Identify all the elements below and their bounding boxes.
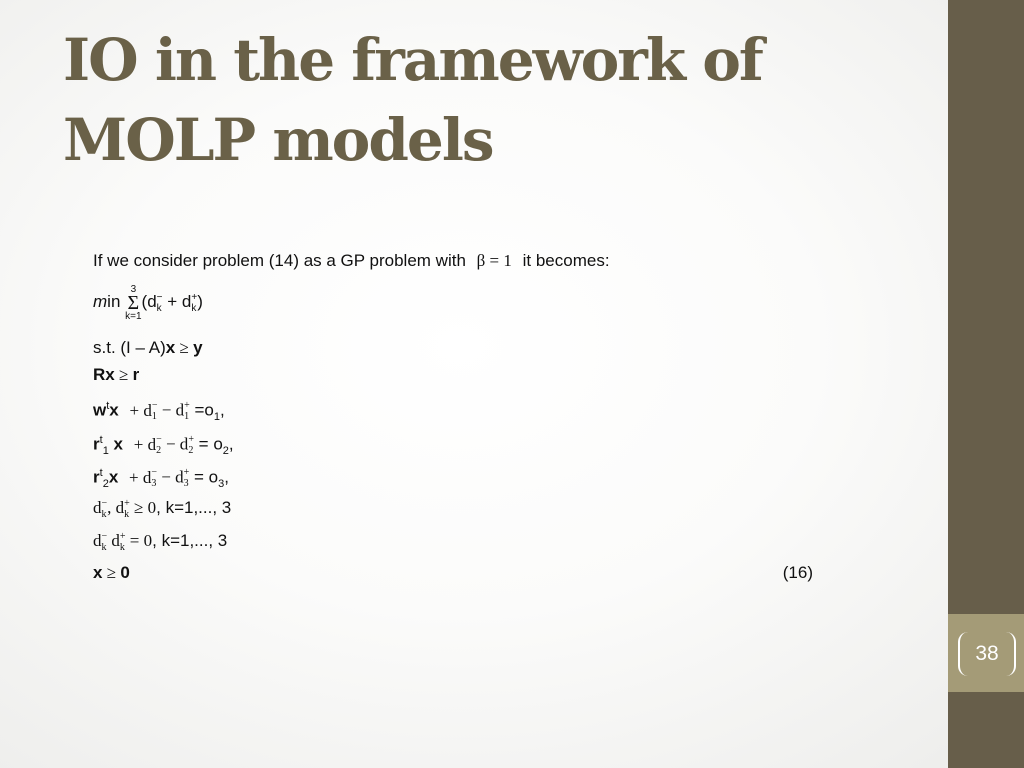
c5-d2: − d xyxy=(157,467,184,487)
c3-rhs: =o xyxy=(189,400,214,420)
objective-min-rest: in xyxy=(107,292,121,311)
c3-end: , xyxy=(219,400,225,420)
c6-sup-minus: − xyxy=(101,497,108,509)
summation-upper: 3 xyxy=(130,283,137,295)
c4-sub-2: 2 xyxy=(188,445,194,457)
c7-sub-k: k xyxy=(101,541,107,553)
page-number: 38 xyxy=(975,642,999,665)
c4-sup-plus: + xyxy=(188,434,194,446)
c4-sub: 1 xyxy=(102,445,109,458)
c5-rhs-sub: 3 xyxy=(218,478,225,491)
c6-sup-plus: + xyxy=(124,497,130,509)
c2-r: r xyxy=(132,365,140,384)
c3-sub-1: 1 xyxy=(151,411,157,423)
c4-d2: − d xyxy=(161,434,189,454)
c5-sub: 2 xyxy=(102,478,109,491)
intro-text-end: it becomes: xyxy=(522,251,610,270)
c7-relation: = 0 xyxy=(125,531,153,550)
c8-zero: 0 xyxy=(120,563,130,582)
c3-t: t xyxy=(106,400,110,412)
c6-sub-k2: k xyxy=(124,508,130,520)
c3-sup-plus: + xyxy=(184,400,190,412)
c3-sup-minus: − xyxy=(151,400,158,412)
c4-x: x xyxy=(108,434,123,454)
c7-d2: d xyxy=(107,531,120,550)
c4-sub-1: 2 xyxy=(156,445,162,457)
c7-d1: d xyxy=(93,531,102,550)
c3-rhs-sub: 1 xyxy=(213,411,220,424)
objective-min-m: m xyxy=(93,292,108,311)
c5-end: , xyxy=(224,467,229,487)
c7-sub-k2: k xyxy=(119,541,125,553)
objective-close: ) xyxy=(197,292,203,311)
d-minus-scripts xyxy=(157,292,163,314)
c5-x: x xyxy=(108,467,119,487)
intro-line xyxy=(93,248,610,274)
c8-relation: ≥ xyxy=(102,563,121,582)
c4-sup-minus: − xyxy=(156,434,162,446)
intro-text: If we consider problem (14) as a GP problem with xyxy=(93,251,466,270)
c4-d1: + d xyxy=(133,434,157,454)
c5-sub-1: 3 xyxy=(151,478,157,490)
constraint-1 xyxy=(93,335,203,361)
summation-lower: k=1 xyxy=(125,310,142,322)
c6-sub-k: k xyxy=(101,508,107,520)
c8-x: x xyxy=(93,563,103,582)
c3-sub-2: 1 xyxy=(184,411,190,423)
constraint-3 xyxy=(93,393,225,430)
c1-y: y xyxy=(193,338,203,357)
c7-sup-minus: − xyxy=(101,530,108,542)
c5-sub-2: 3 xyxy=(183,478,189,490)
c4-r: r xyxy=(93,434,100,454)
c2-rx: Rx xyxy=(93,365,115,384)
constraint-8 xyxy=(93,560,833,586)
c2-relation: ≥ xyxy=(114,365,133,384)
c5-d1: + d xyxy=(129,467,152,487)
c1-x: x xyxy=(165,338,176,357)
c3-d1: + d xyxy=(129,400,152,420)
c1-prefix: s.t. (I – A) xyxy=(93,338,166,357)
sigma-glyph: Σ xyxy=(127,291,140,314)
equation-number: (16) xyxy=(782,563,813,582)
c4-end: , xyxy=(228,434,234,454)
objective-open: (d xyxy=(141,292,157,311)
constraint-6 xyxy=(93,495,231,521)
beta-expression: β = 1 xyxy=(476,251,512,270)
sup-minus: − xyxy=(156,291,163,303)
summation-symbol xyxy=(125,284,141,322)
c5-t: t xyxy=(99,467,103,479)
c3-w: w xyxy=(93,400,107,420)
sup-plus: + xyxy=(191,291,198,303)
c6-d1: d xyxy=(93,498,102,517)
constraint-4 xyxy=(93,427,234,464)
c6-d2: , d xyxy=(107,498,125,517)
c5-sup-plus: + xyxy=(183,467,190,479)
sub-k: k xyxy=(156,302,162,314)
c7-tail: , k=1,..., 3 xyxy=(152,531,228,550)
c6-tail: , k=1,..., 3 xyxy=(156,498,232,517)
c4-t: t xyxy=(99,434,103,446)
sub-k2: k xyxy=(191,302,197,314)
c5-sup-minus: − xyxy=(151,467,157,479)
c7-sup-plus: + xyxy=(119,530,126,542)
c3-x: x xyxy=(109,400,119,420)
c5-r: r xyxy=(93,467,100,487)
constraint-5 xyxy=(93,460,229,497)
objective-plus: + d xyxy=(167,292,192,311)
constraint-7 xyxy=(93,528,227,554)
slide-title: IO in the framework of MOLP models xyxy=(63,26,762,174)
c6-relation: ≥ 0 xyxy=(129,498,157,517)
constraint-2 xyxy=(93,362,139,388)
objective-function xyxy=(93,278,203,326)
c4-rhs-sub: 2 xyxy=(222,445,229,458)
c4-rhs: = o xyxy=(193,434,223,454)
c1-relation: ≥ xyxy=(175,338,194,357)
c5-rhs: = o xyxy=(189,467,219,487)
c3-d2: − d xyxy=(157,400,185,420)
